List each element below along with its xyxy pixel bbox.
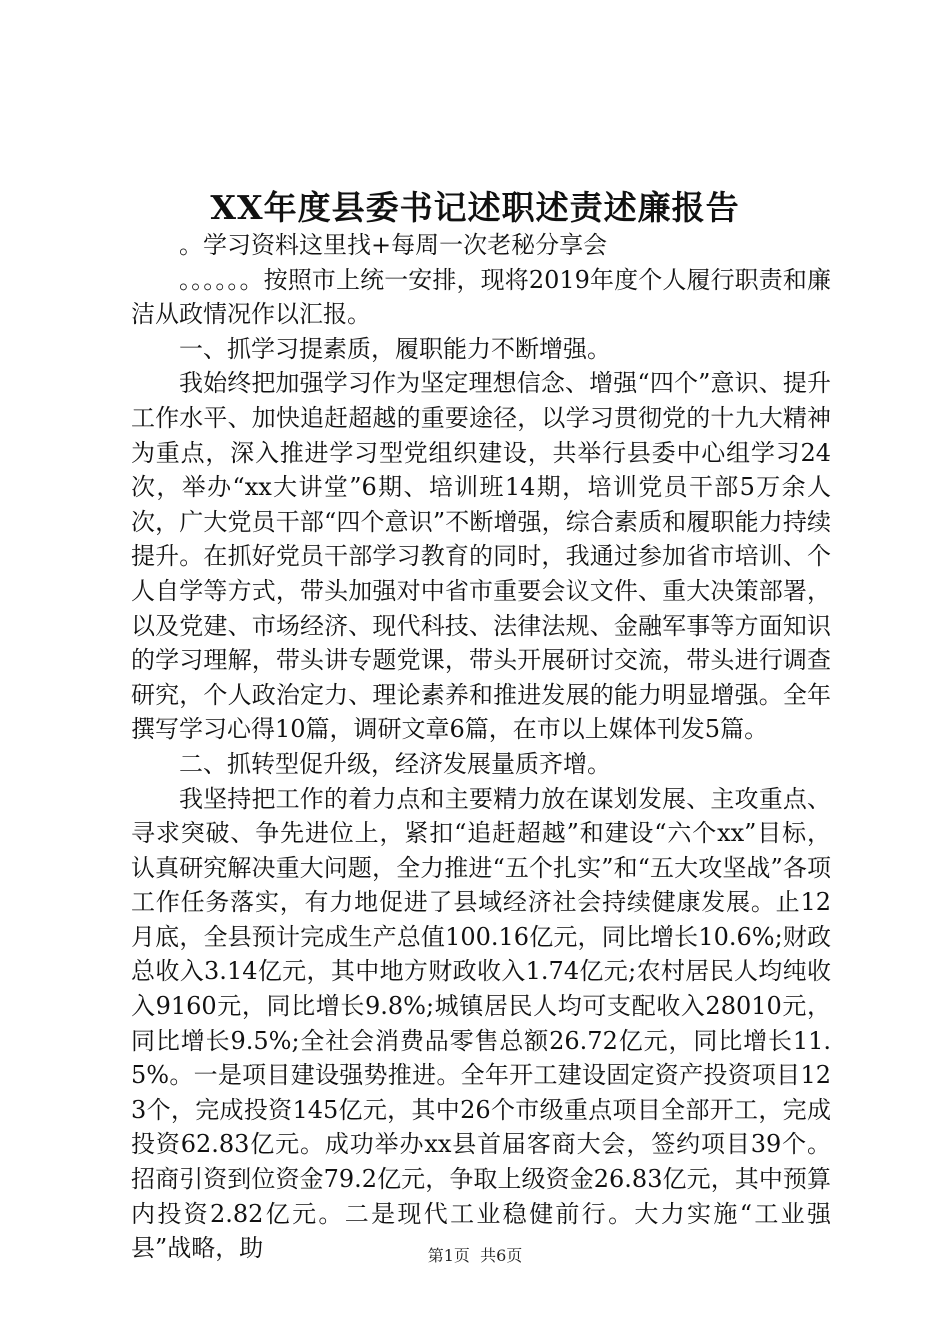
page-number: 第1页 xyxy=(427,1246,470,1265)
paragraph-study: 我始终把加强学习作为坚定理想信念、增强“四个”意识、提升工作水平、加快追赶超越的重要途径，以学习贯彻党的十九大精神为重点，深入推进学习型党组织建设，共举行县委中心组学习24次，举办“xx大讲堂”6期、培训班14期，培训党员干部5万余人次，广大党员干部“四个意识”不断增强，综合素质和履职能力持续提升。在抓好党员干部学习教育的同时，我通过参加省市培训、个人自学等方式，带头加强对中省市重要会议文件、重大决策部署，以及党建、市场经济、现代科技、法律法规、金融军事等方面知识的学习理解，带头讲专题党课，带头开展研讨交流，带头进行调查研究，个人政治定力、理论素养和推进发展的能力明显增强。全年撰写学习心得10篇，调研文章6篇，在市以上媒体刊发5篇。 xyxy=(131,369,831,744)
paragraph-economy: 我坚持把工作的着力点和主要精力放在谋划发展、主攻重点、寻求突破、争先进位上，紧扣“追赶超越”和建设“六个xx”目标，认真研究解决重大问题，全力推进“五个扎实”和“五大攻坚战”各项工作任务落实，有力地促进了县域经济社会持续健康发展。止12月底，全县预计完成生产总值100.16亿元，同比增长10.6%;财政总收入3.14亿元，其中地方财政收入1.74亿元;农村居民人均纯收入9160元，同比增长9.8%;城镇居民人均可支配收入28010元，同比增长9.5%;全社会消费品零售总额26.72亿元，同比增长11.5%。一是项目建设强势推进。全年开工建设固定资产投资项目123个，完成投资145亿元，其中26个市级重点项目全部开工，完成投资62.83亿元。成功举办xx县首届客商大会，签约项目39个。招商引资到位资金79.2亿元，争取上级资金26.83亿元，其中预算内投资2.82亿元。二是现代工业稳健前行。大力实施“工业强县”战略，助 xyxy=(131,784,831,1263)
paragraph-opening: 。。。。。。按照市上统一安排，现将2019年度个人履行职责和廉洁从政情况作以汇报。 xyxy=(131,265,831,329)
document-title: XX年度县委书记述职述责述廉报告 xyxy=(210,188,740,227)
page-footer xyxy=(0,1244,950,1268)
page-total: 共6页 xyxy=(480,1246,523,1265)
paragraph-intro-note: 。学习资料这里找+每周一次老秘分享会 xyxy=(179,231,608,259)
section-heading-1: 一、抓学习提素质，履职能力不断增强。 xyxy=(179,334,611,363)
section-heading-2: 二、抓转型促升级，经济发展量质齐增。 xyxy=(179,749,611,778)
document-body xyxy=(131,228,831,1266)
